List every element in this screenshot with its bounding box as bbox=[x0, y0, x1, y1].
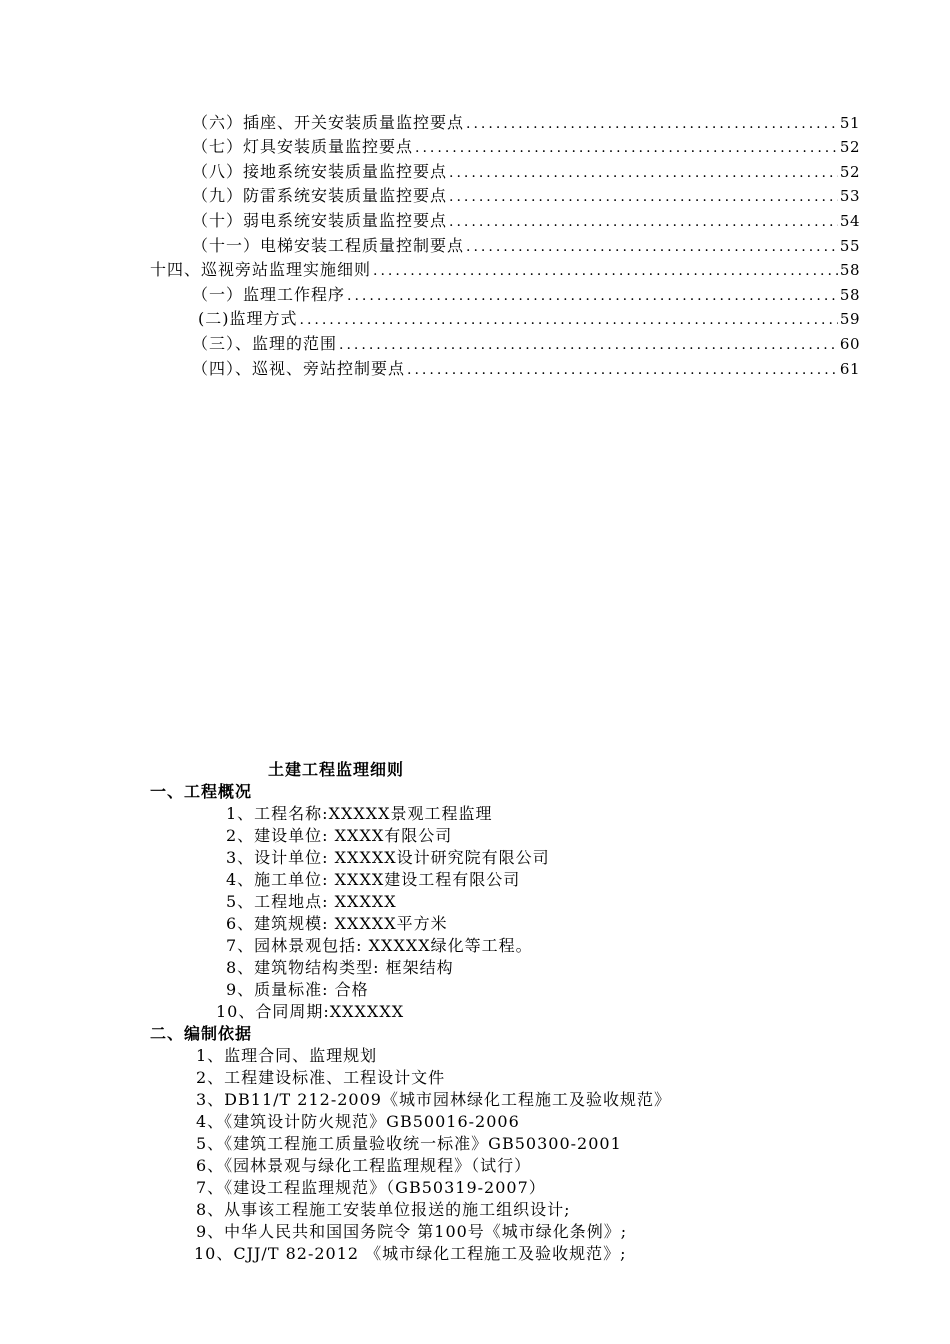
list-item: 8、建筑物结构类型: 框架结构 bbox=[226, 958, 454, 977]
toc-leader-dots bbox=[407, 361, 838, 379]
toc-entry-page: 61 bbox=[839, 359, 860, 378]
toc-entry[interactable] bbox=[150, 329, 860, 354]
section-heading: 一、工程概况 bbox=[150, 782, 253, 801]
document-title: 土建工程监理细则 bbox=[268, 760, 405, 779]
toc-entry-label: 十四、巡视旁站监理实施细则 bbox=[150, 260, 372, 280]
list-item: 7、园林景观包括: XXXXX绿化等工程。 bbox=[226, 936, 533, 955]
toc-entry-label: （四）、巡视、旁站控制要点 bbox=[192, 358, 406, 378]
toc-leader-dots bbox=[347, 287, 838, 305]
toc-leader-dots bbox=[339, 336, 838, 354]
list-item: 3、DB11/T 212-2009《城市园林绿化工程施工及验收规范》 bbox=[196, 1090, 671, 1109]
toc-entry-label: （一）监理工作程序 bbox=[192, 284, 346, 304]
list-item: 10、合同周期:XXXXXX bbox=[216, 1002, 405, 1021]
toc-entry-page: 52 bbox=[839, 162, 860, 181]
list-item: 2、建设单位: XXXX有限公司 bbox=[226, 826, 453, 845]
section-basis bbox=[150, 1023, 671, 1265]
toc-entry[interactable] bbox=[150, 206, 860, 231]
toc-entry[interactable] bbox=[150, 133, 860, 158]
toc-entry-page: 52 bbox=[839, 138, 860, 157]
list-item: 8、从事该工程施工安装单位报送的施工组织设计; bbox=[196, 1200, 571, 1219]
toc-entry-page: 59 bbox=[839, 310, 860, 329]
list-item: 4、《建筑设计防火规范》GB50016-2006 bbox=[196, 1112, 520, 1131]
toc-leader-dots bbox=[300, 311, 838, 329]
toc-entry-label: (二)监理方式 bbox=[198, 309, 298, 329]
toc-entry-page: 60 bbox=[839, 334, 860, 353]
toc-entry[interactable] bbox=[150, 182, 860, 207]
toc-entry-label: （九）防雷系统安装质量监控要点 bbox=[192, 186, 448, 206]
toc-leader-dots bbox=[373, 262, 838, 280]
list-item: 9、质量标准: 合格 bbox=[226, 980, 369, 999]
toc-entry[interactable] bbox=[150, 231, 860, 256]
toc-entry-label: （七）灯具安装质量监控要点 bbox=[192, 137, 414, 157]
list-item: 4、施工单位: XXXX建设工程有限公司 bbox=[226, 870, 521, 889]
list-item: 6、建筑规模: XXXXX平方米 bbox=[226, 914, 448, 933]
list-item: 5、《建筑工程施工质量验收统一标准》GB50300-2001 bbox=[196, 1134, 622, 1153]
section-heading: 二、编制依据 bbox=[150, 1024, 253, 1043]
toc-leader-dots bbox=[466, 115, 838, 133]
toc-leader-dots bbox=[415, 139, 838, 157]
toc-entry-page: 55 bbox=[839, 236, 860, 255]
toc-entry-page: 53 bbox=[839, 187, 860, 206]
toc-entry[interactable] bbox=[150, 108, 860, 133]
toc-entry-label: （三）、监理的范围 bbox=[192, 333, 338, 353]
list-item: 1、工程名称:XXXXX景观工程监理 bbox=[226, 804, 493, 823]
toc-entry-page: 58 bbox=[839, 261, 860, 280]
section-project-overview bbox=[150, 781, 550, 1023]
toc-entry[interactable] bbox=[150, 157, 860, 182]
toc-entry[interactable] bbox=[150, 256, 860, 281]
list-item: 9、中华人民共和国国务院令 第100号《城市绿化条例》; bbox=[196, 1222, 628, 1241]
list-item: 3、设计单位: XXXXX设计研究院有限公司 bbox=[226, 848, 550, 867]
toc-entry-label: （十）弱电系统安装质量监控要点 bbox=[192, 210, 448, 230]
table-of-contents bbox=[150, 108, 860, 379]
list-item: 6、《园林景观与绿化工程监理规程》（试行） bbox=[196, 1156, 532, 1175]
toc-leader-dots bbox=[466, 238, 838, 256]
toc-entry-label: （八）接地系统安装质量监控要点 bbox=[192, 161, 448, 181]
toc-entry-page: 51 bbox=[839, 113, 860, 132]
toc-entry-page: 58 bbox=[839, 285, 860, 304]
toc-leader-dots bbox=[449, 164, 838, 182]
toc-entry-label: （十一）电梯安装工程质量控制要点 bbox=[192, 235, 465, 255]
list-item: 2、工程建设标准、工程设计文件 bbox=[196, 1068, 446, 1087]
list-item: 10、CJJ/T 82-2012 《城市绿化工程施工及验收规范》; bbox=[194, 1244, 627, 1263]
toc-entry[interactable] bbox=[150, 305, 860, 330]
list-item: 5、工程地点: XXXXX bbox=[226, 892, 397, 911]
toc-leader-dots bbox=[449, 188, 838, 206]
list-item: 7、《建设工程监理规范》（GB50319-2007） bbox=[196, 1178, 546, 1197]
list-item: 1、监理合同、监理规划 bbox=[196, 1046, 378, 1065]
toc-entry[interactable] bbox=[150, 280, 860, 305]
toc-entry[interactable] bbox=[150, 354, 860, 379]
toc-entry-page: 54 bbox=[839, 211, 860, 230]
toc-entry-label: （六）插座、开关安装质量监控要点 bbox=[192, 112, 465, 132]
toc-leader-dots bbox=[449, 213, 838, 231]
